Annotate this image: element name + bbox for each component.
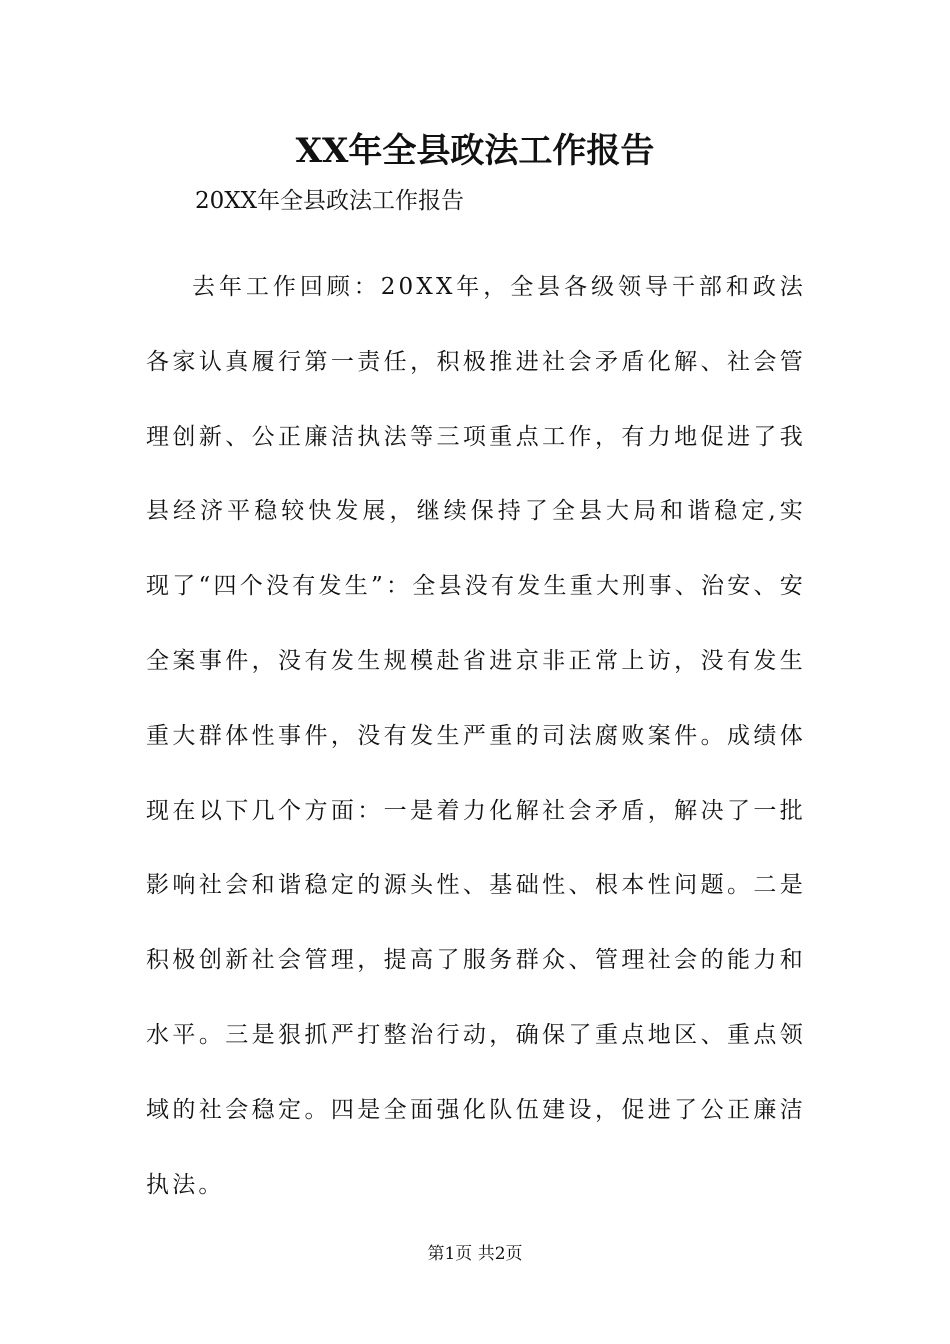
page-footer xyxy=(0,1242,950,1266)
page-count: 共2页 xyxy=(477,1244,523,1264)
body-paragraph: 去年工作回顾：20XX年，全县各级领导干部和政法各家认真履行第一责任，积极推进社会矛盾化解、社会管理创新、公正廉洁执法等三项重点工作，有力地促进了我县经济平稳较快发展，继续保持了全县大局和谐稳定,实现了“四个没有发生”：全县没有发生重大刑事、治安、安全案事件，没有发生规模赴省进京非正常上访，没有发生重大群体性事件，没有发生严重的司法腐败案件。成绩体现在以下几个方面：一是着力化解社会矛盾，解决了一批影响社会和谐稳定的源头性、基础性、根本性问题。二是积极创新社会管理，提高了服务群众、管理社会的能力和水平。三是狠抓严打整治行动，确保了重点地区、重点领域的社会稳定。四是全面强化队伍建设，促进了公正廉洁执法。 xyxy=(146,274,806,1198)
document-subtitle: 20XX年全县政法工作报告 xyxy=(195,188,465,214)
page-number: 第1页 xyxy=(427,1244,473,1264)
document-title: XX年全县政法工作报告 xyxy=(295,131,655,171)
